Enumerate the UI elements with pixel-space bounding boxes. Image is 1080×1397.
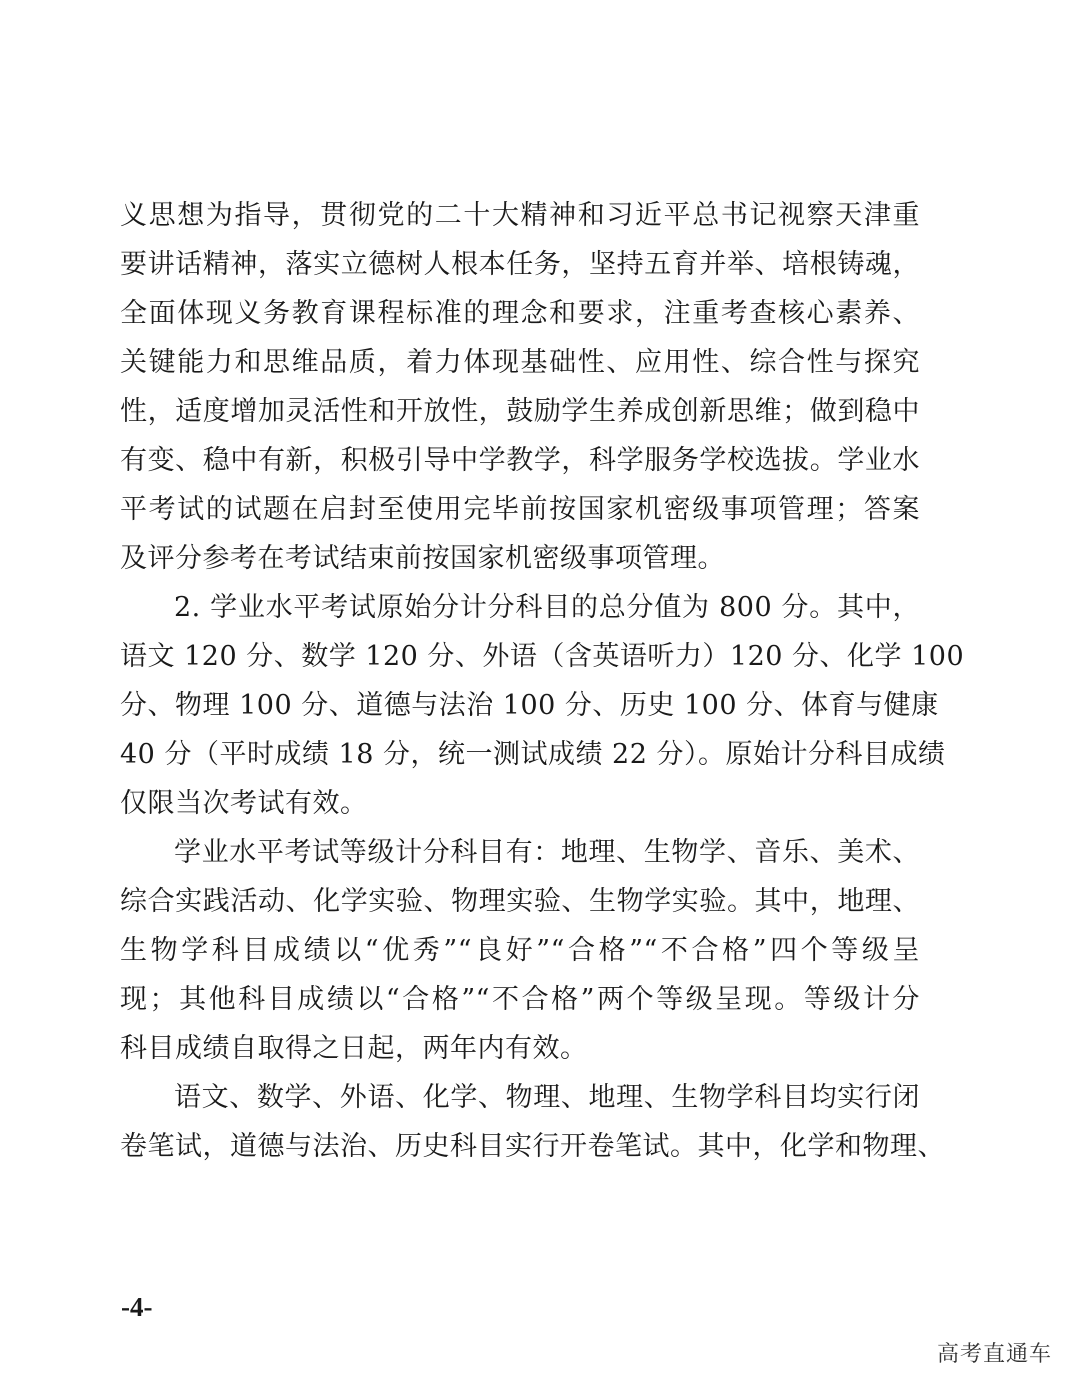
text-line: 分、物理 100 分、道德与法治 100 分、历史 100 分、体育与健康 <box>120 690 939 721</box>
text-line: 及评分参考在考试结束前按国家机密级事项管理。 <box>120 543 725 574</box>
document-body <box>120 191 965 1171</box>
page-number: -4- <box>121 1292 153 1322</box>
text-line: 2. 学业水平考试原始分计分科目的总分值为 800 分。其中， <box>174 592 920 623</box>
text-line: 有变、稳中有新，积极引导中学教学，科学服务学校选拔。学业水 <box>120 445 920 476</box>
text-line: 全面体现义务教育课程标准的理念和要求，注重考查核心素养、 <box>120 298 920 329</box>
paragraph <box>120 583 965 828</box>
text-line: 平考试的试题在启封至使用完毕前按国家机密级事项管理；答案 <box>120 494 920 525</box>
text-line: 语文 120 分、数学 120 分、外语（含英语听力）120 分、化学 100 <box>120 641 965 672</box>
source-watermark: 高考直通车 <box>936 1342 1052 1367</box>
paragraph <box>120 1073 945 1171</box>
text-line: 义思想为指导，贯彻党的二十大精神和习近平总书记视察天津重 <box>120 200 920 231</box>
text-line: 卷笔试，道德与法治、历史科目实行开卷笔试。其中，化学和物理、 <box>120 1131 945 1162</box>
paragraph <box>120 191 920 583</box>
text-line: 关键能力和思维品质，着力体现基础性、应用性、综合性与探究 <box>120 347 920 378</box>
text-line: 40 分（平时成绩 18 分，统一测试成绩 22 分）。原始计分科目成绩 <box>120 739 946 770</box>
text-line: 性，适度增加灵活性和开放性，鼓励学生养成创新思维；做到稳中 <box>120 396 920 427</box>
text-line: 现；其他科目成绩以“合格”“不合格”两个等级呈现。等级计分 <box>120 984 920 1015</box>
text-line: 生物学科目成绩以“优秀”“良好”“合格”“不合格”四个等级呈 <box>120 935 920 966</box>
text-line: 仅限当次考试有效。 <box>120 788 368 819</box>
text-line: 语文、数学、外语、化学、物理、地理、生物学科目均实行闭 <box>174 1082 920 1113</box>
text-line: 学业水平考试等级计分科目有：地理、生物学、音乐、美术、 <box>174 837 920 868</box>
text-line: 要讲话精神，落实立德树人根本任务，坚持五育并举、培根铸魂， <box>120 249 920 280</box>
text-line: 综合实践活动、化学实验、物理实验、生物学实验。其中，地理、 <box>120 886 920 917</box>
paragraph <box>120 828 920 1073</box>
text-line: 科目成绩自取得之日起，两年内有效。 <box>120 1033 588 1064</box>
